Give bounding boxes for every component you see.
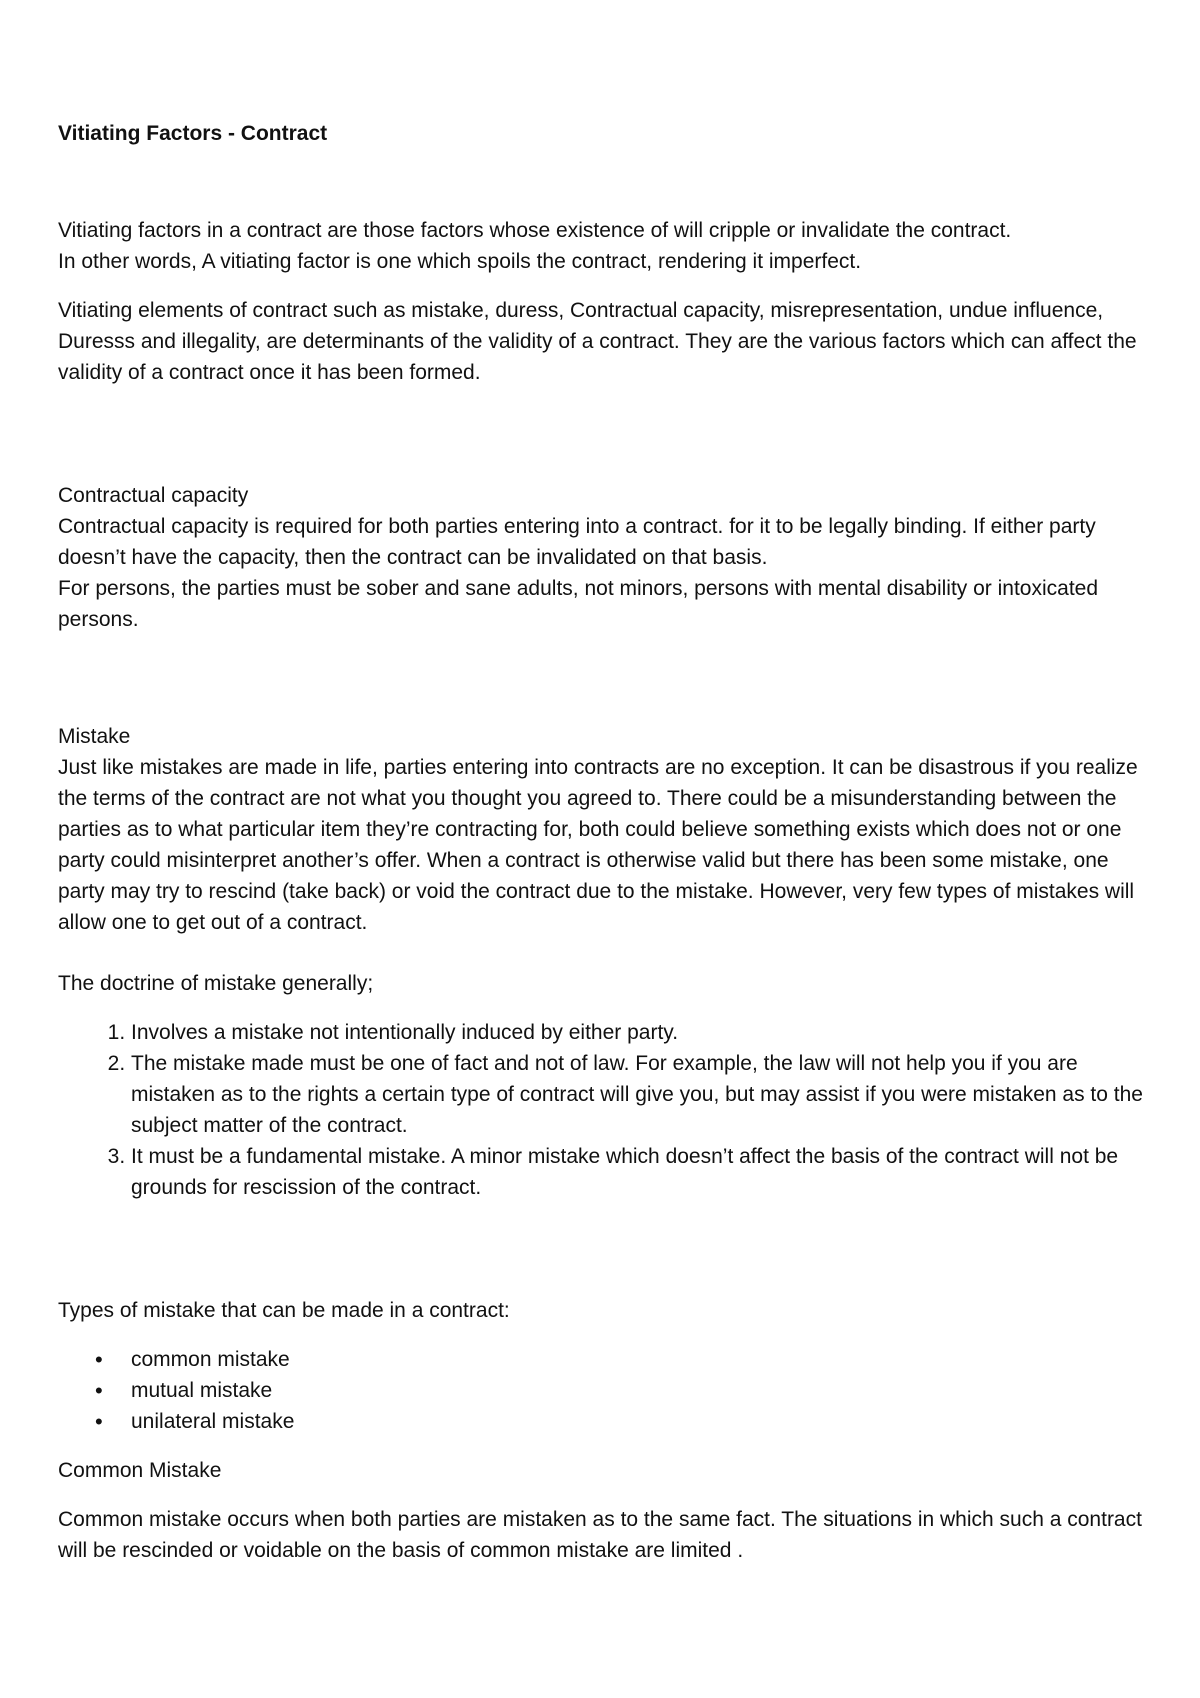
types-list-item: • mutual mistake [131,1375,1158,1406]
document-body [58,118,1158,1566]
doctrine-list [58,1017,1158,1203]
doctrine-list-item: 1. Involves a mistake not intentionally induced by either party. [131,1017,1158,1048]
common-mistake-paragraph: Common mistake occurs when both parties are mistaken as to the same fact. The situations in which such a contract will be rescinded or voidable on the basis of common mistake are limited . [58,1508,1142,1562]
common-mistake-heading: Common Mistake [58,1459,222,1482]
spacer [58,938,1158,968]
intro-paragraph-2: Vitiating elements of contract such as mistake, duress, Contractual capacity, misrepresentation, undue influence, Duresss and illegality, are determinants of the validity of a contract. They are the various factors which can affect the validity of a contract once it has been formed. [58,299,1137,384]
mistake-heading: Mistake [58,725,131,748]
document-title: Vitiating Factors - Contract [58,122,328,145]
types-list-item: • common mistake [131,1344,1158,1375]
mistake-paragraph-1: Just like mistakes are made in life, parties entering into contracts are no exception. It can be disastrous if you realize the terms of the contract are not what you thought you agreed to. There could be a misunderstanding between the parties as to what particular item they’re contracting for, both could believe something exists which does not or one party could misinterpret another’s offer. When a contract is otherwise valid but there has been some mistake, one party may try to rescind (take back) or void the contract due to the mistake. However, very few types of mistakes will allow one to get out of a contract. [58,756,1138,934]
spacer [58,1326,1158,1344]
spacer [58,1486,1158,1504]
intro-paragraph-1a: Vitiating factors in a contract are those factors whose existence of will cripple or invalidate the contract. [58,219,1012,242]
intro-paragraph-1b: In other words, A vitiating factor is one which spoils the contract, rendering it imperfect. [58,250,862,273]
types-list [58,1344,1158,1437]
spacer [58,1437,1158,1455]
doctrine-intro: The doctrine of mistake generally; [58,972,374,995]
spacer [58,388,1158,480]
spacer [58,277,1158,295]
types-intro: Types of mistake that can be made in a contract: [58,1299,510,1322]
spacer [58,635,1158,721]
capacity-heading: Contractual capacity [58,484,249,507]
doctrine-list-item: 2. The mistake made must be one of fact and not of law. For example, the law will not help you if you are mistaken as to the rights a certain type of contract will give you, but may assist if you were mistaken as to the subject matter of the contract. [131,1048,1158,1141]
capacity-paragraph-2: For persons, the parties must be sober and sane adults, not minors, persons with mental disability or intoxicated persons. [58,577,1099,631]
types-list-item: • unilateral mistake [131,1406,1158,1437]
doctrine-list-item: 3. It must be a fundamental mistake. A minor mistake which doesn’t affect the basis of the contract will not be grounds for rescission of the contract. [131,1141,1158,1203]
spacer [58,149,1158,215]
spacer [58,1203,1158,1295]
spacer [58,999,1158,1017]
capacity-paragraph-1: Contractual capacity is required for both parties entering into a contract. for it to be legally binding. If either party doesn’t have the capacity, then the contract can be invalidated on that basis. [58,515,1096,569]
